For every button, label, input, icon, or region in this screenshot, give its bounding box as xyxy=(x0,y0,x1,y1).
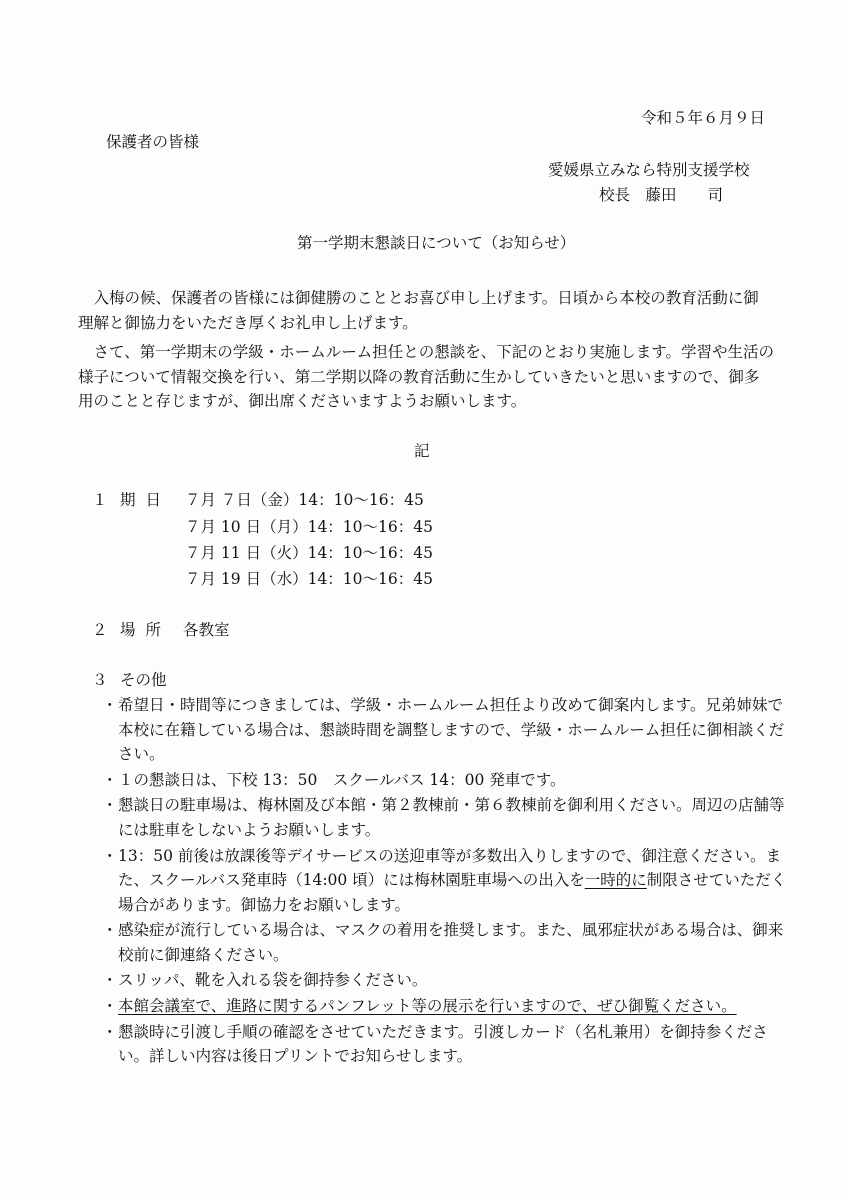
purpose-paragraph xyxy=(78,340,778,414)
bullet: ・ xyxy=(102,997,118,1016)
date: 令和５年６月９日 xyxy=(640,109,765,127)
section-number: ３ xyxy=(92,671,108,689)
bullet: ・ xyxy=(102,921,118,940)
item-line: １の懇談日は、下校 13：50 スクールバス 14：00 発車です。 xyxy=(118,770,566,789)
greeting-paragraph xyxy=(78,286,778,335)
location-value: 各教室 xyxy=(183,621,230,639)
section-label: 期日 xyxy=(120,491,172,509)
bullet: ・ xyxy=(102,770,118,789)
list-item xyxy=(100,844,800,918)
section-label: その他 xyxy=(120,671,167,689)
item-line: 13：50 前後は放課後等デイサービスの送迎車等が多数出入りしますので、御注意ください。ま xyxy=(118,846,781,865)
section-label: 場所 xyxy=(120,621,172,639)
item-line: 感染症が流行している場合は、マスクの着用を推奨します。また、風邪症状がある場合は、御来 xyxy=(118,921,784,940)
list-item xyxy=(100,968,800,993)
section-number: ２ xyxy=(92,621,108,639)
paragraph-line: さて、第一学期末の学級・ホームルーム担任との懇談を、下記のとおり実施します。学習や生活の xyxy=(78,343,774,361)
underlined-text: 一時的に xyxy=(584,871,647,890)
item-line: 場合があります。御協力をお願いします。 xyxy=(118,895,411,914)
list-item xyxy=(100,768,800,793)
item-line: 本館会議室で、進路に関するパンフレット等の展示を行いますので、ぜひ御覧ください。 xyxy=(118,997,737,1016)
list-item xyxy=(100,793,800,842)
ki-heading: 記 xyxy=(414,442,430,460)
item-line: 本校に在籍している場合は、懇談時間を調整しますので、学級・ホームルーム担任に御相談くだ xyxy=(118,720,785,739)
item-line: い。詳しい内容は後日プリントでお知らせします。 xyxy=(118,1047,473,1066)
item-line: 校前に御連絡ください。 xyxy=(118,945,289,964)
bullet: ・ xyxy=(102,696,118,714)
section-number: １ xyxy=(92,491,108,509)
text-segment: た、スクールバス発車時（14:00 頃）には梅林園駐車場への出入を xyxy=(118,871,585,890)
school-name: 愛媛県立みなら特別支援学校 xyxy=(548,161,750,179)
item-line: 希望日・時間等につきましては、学級・ホームルーム担任より改めて御案内します。兄弟姉妹で xyxy=(118,696,783,714)
bullet: ・ xyxy=(102,971,118,990)
text-segment: 制限させていただく xyxy=(646,871,787,890)
list-item xyxy=(100,994,800,1019)
document-title: 第一学期末懇談日について（お知らせ） xyxy=(297,234,576,252)
schedule-row: ７月 19 日（水）14：10〜16：45 xyxy=(185,570,433,588)
list-item xyxy=(100,1020,800,1069)
paragraph-line: 入梅の候、保護者の皆様には御健勝のこととお喜び申し上げます。日頃から本校の教育活動に御 xyxy=(78,289,759,307)
schedule-row: ７月 ７日（金）14：10〜16：45 xyxy=(185,491,424,509)
notes-list xyxy=(100,693,800,1070)
item-line: スリッパ、靴を入れる袋を御持参ください。 xyxy=(118,971,428,990)
item-line: さい。 xyxy=(118,745,165,763)
paragraph-line: 用のことと存じますが、御出席くださいますようお願いします。 xyxy=(78,392,527,410)
paragraph-line: 様子について情報交換を行い、第二学期以降の教育活動に生かしていきたいと思いますので、御多 xyxy=(78,367,760,386)
item-line: には駐車をしないようお願いします。 xyxy=(118,820,381,839)
item-line: 懇談日の駐車場は、梅林園及び本館・第２教棟前・第６教棟前を御利用ください。周辺の店舗等 xyxy=(118,796,785,815)
bullet: ・ xyxy=(102,846,118,865)
bullet: ・ xyxy=(102,1022,118,1041)
list-item xyxy=(100,918,800,967)
recipient: 保護者の皆様 xyxy=(106,133,200,151)
paragraph-line: 理解と御協力をいただき厚くお礼申し上げます。 xyxy=(78,313,418,332)
schedule-row: ７月 11 日（火）14：10〜16：45 xyxy=(185,544,433,562)
bullet: ・ xyxy=(102,796,118,815)
principal-name: 校長 藤田 司 xyxy=(599,186,724,204)
list-item xyxy=(100,693,800,767)
schedule-row: ７月 10 日（月）14：10〜16：45 xyxy=(185,518,433,536)
item-line xyxy=(118,868,800,893)
item-line: 懇談時に引渡し手順の確認をさせていただきます。引渡しカード（名札兼用）を御持参くださ xyxy=(118,1022,768,1041)
